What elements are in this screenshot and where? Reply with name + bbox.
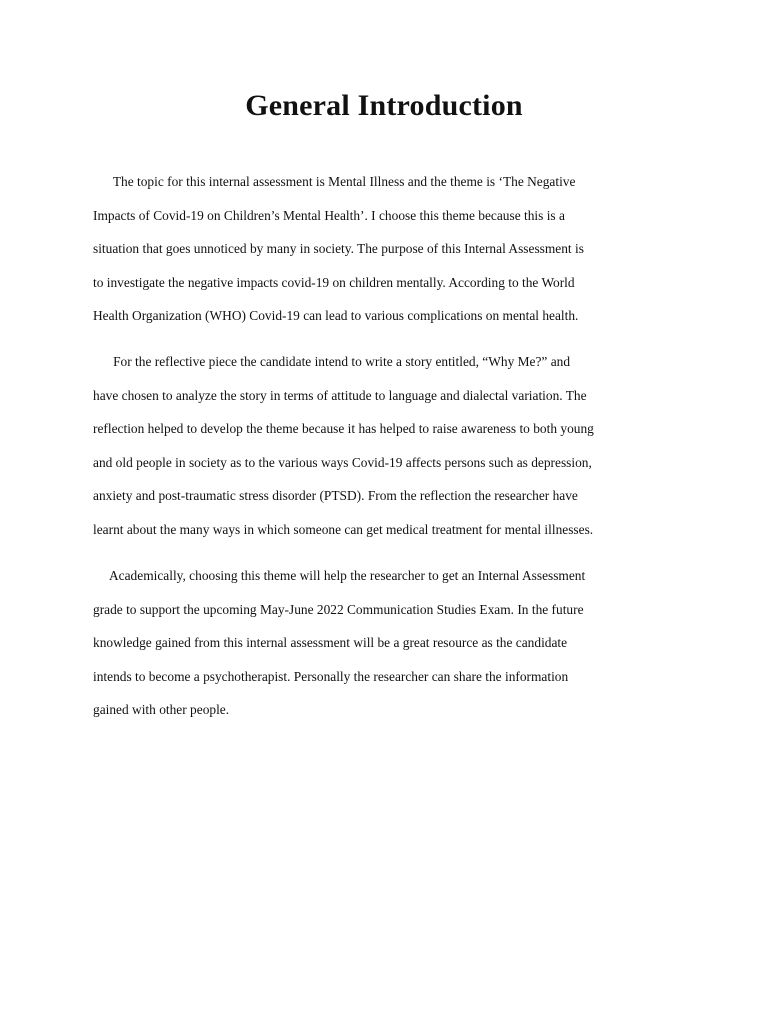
paragraph-line: Academically, choosing this theme will help the researcher to get an Internal Assessment bbox=[93, 568, 586, 583]
paragraph-line: For the reflective piece the candidate intend to write a story entitled, “Why Me?” and bbox=[93, 354, 571, 369]
paragraph-line: situation that goes unnoticed by many in society. The purpose of this Internal Assessment is bbox=[93, 241, 584, 257]
paragraph-line: gained with other people. bbox=[93, 702, 230, 718]
paragraph-line: reflection helped to develop the theme because it has helped to raise awareness to both young bbox=[93, 421, 594, 437]
paragraph-line: to investigate the negative impacts covid-19 on children mentally. According to the World bbox=[93, 274, 575, 290]
paragraph-line: Impacts of Covid-19 on Children’s Mental Health’. I choose this theme because this is a bbox=[93, 207, 565, 223]
paragraph-line: Health Organization (WHO) Covid-19 can lead to various complications on mental health. bbox=[93, 308, 579, 324]
paragraph-1 bbox=[93, 165, 584, 333]
paragraph-line: grade to support the upcoming May-June 2022 Communication Studies Exam. In the future bbox=[93, 601, 584, 617]
paragraph-3 bbox=[93, 559, 585, 727]
paragraph-line: anxiety and post-traumatic stress disorder (PTSD). From the reflection the researcher have bbox=[93, 488, 578, 504]
paragraph-line: and old people in society as to the various ways Covid-19 affects persons such as depression, bbox=[93, 454, 592, 470]
paragraph-2 bbox=[93, 345, 594, 547]
paragraph-line: intends to become a psychotherapist. Personally the researcher can share the information bbox=[93, 668, 569, 684]
paragraph-line: have chosen to analyze the story in terms of attitude to language and dialectal variation. The bbox=[93, 387, 587, 403]
paragraph-line: The topic for this internal assessment is Mental Illness and the theme is ‘The Negative bbox=[93, 174, 576, 189]
paragraph-line: learnt about the many ways in which someone can get medical treatment for mental illnesses. bbox=[93, 521, 594, 537]
page-title: General Introduction bbox=[245, 89, 523, 122]
paragraph-line: knowledge gained from this internal assessment will be a great resource as the candidate bbox=[93, 635, 568, 651]
